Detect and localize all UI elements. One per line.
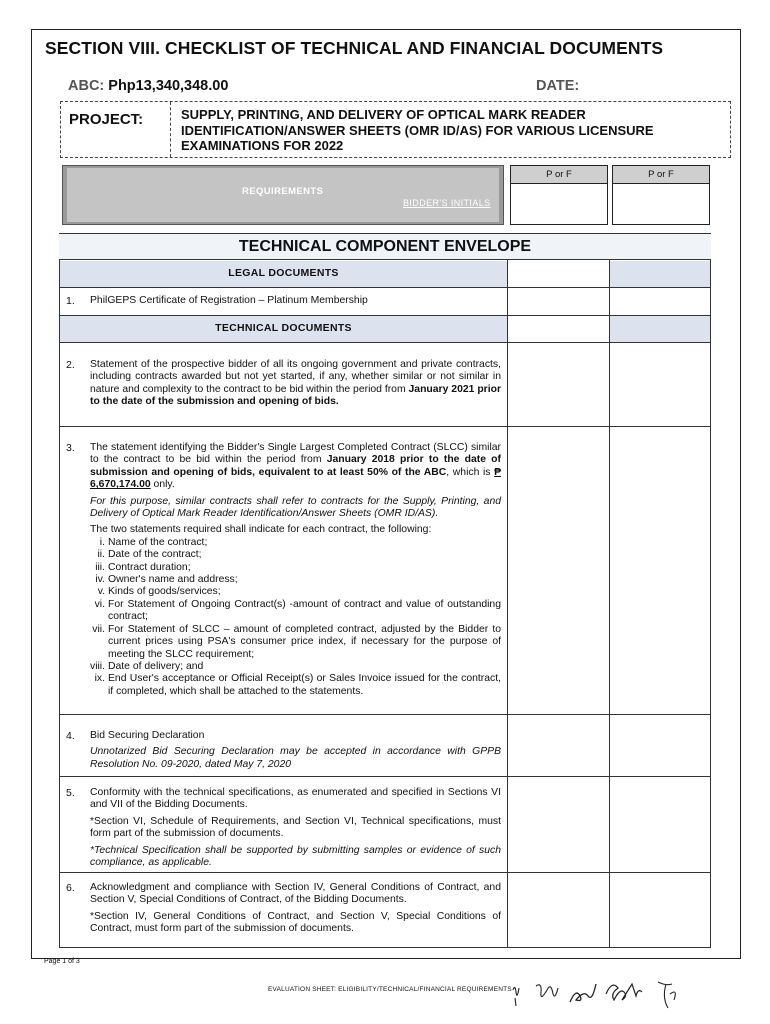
item-1-text bbox=[90, 295, 501, 307]
item-3-connector: , which is bbox=[446, 466, 495, 478]
technical-envelope-title: TECHNICAL COMPONENT ENVELOPE bbox=[59, 234, 711, 260]
list-item-text: For Statement of Ongoing Contract(s) -amount of contract and value of outstanding contract; bbox=[108, 598, 501, 623]
list-item bbox=[90, 574, 501, 586]
item-number: 4. bbox=[66, 730, 75, 742]
row-divider bbox=[59, 426, 711, 427]
list-item-text: Contract duration; bbox=[108, 561, 191, 573]
list-item-number: iv. bbox=[95, 574, 105, 586]
item-3-body: The statement identifying the Bidder's Single Largest Completed Contract (SLCC) similar to the contract to be bid within the period from bbox=[90, 442, 501, 466]
item-2-period: January 2021 prior to the date of the submission and opening of bids. bbox=[90, 383, 501, 408]
project-label: PROJECT: bbox=[61, 102, 171, 157]
item-2-text bbox=[90, 359, 501, 409]
project-box bbox=[60, 101, 731, 158]
list-item-text: Date of delivery; and bbox=[108, 660, 204, 672]
list-item-number: ix. bbox=[94, 673, 105, 685]
item-number: 5. bbox=[66, 787, 75, 799]
list-item bbox=[90, 586, 501, 598]
page-number: Page 1 of 3 bbox=[44, 958, 80, 965]
technical-row-shade-pf bbox=[610, 316, 710, 342]
item-5-body: Conformity with the technical specifications, as enumerated and specified in Sections VI and VII of the Bidding Documents. bbox=[90, 787, 501, 811]
pass-fail-column-1 bbox=[510, 165, 608, 225]
row-divider bbox=[59, 342, 711, 343]
item-number: 3. bbox=[66, 442, 75, 454]
item-3-list bbox=[90, 537, 501, 698]
column-divider-2 bbox=[609, 260, 610, 948]
list-item bbox=[90, 549, 501, 561]
row-divider bbox=[59, 287, 711, 288]
list-item-text: For Statement of SLCC – amount of completed contract, adjusted by the Bidder to current prices using PSA's consumer price index, if necessary for the purpose of meeting the SLCC requirement; bbox=[108, 623, 501, 660]
item-3-period: January 2018 prior to the date of submission and opening of bids, equivalent to at least 50% of the ABC bbox=[90, 454, 501, 478]
list-item-number: vi. bbox=[94, 598, 105, 610]
list-item-number: vii. bbox=[92, 623, 105, 635]
item-5-text bbox=[90, 787, 501, 873]
item-3-suffix: only. bbox=[150, 479, 175, 491]
pass-fail-header-1: P or F bbox=[511, 166, 607, 184]
bidders-initials-label: BIDDER'S INITIALS bbox=[403, 198, 491, 208]
list-item-number: ii. bbox=[97, 549, 105, 561]
item-number: 1. bbox=[66, 295, 75, 307]
row-divider bbox=[59, 776, 711, 777]
legal-documents-label: LEGAL DOCUMENTS bbox=[228, 267, 339, 279]
abc-label: ABC: bbox=[68, 78, 105, 94]
row-divider bbox=[59, 714, 711, 715]
abc-line bbox=[68, 78, 228, 94]
legal-row-shade-pf bbox=[610, 261, 710, 287]
item-3-amount: ₱ 6,670,174.00 bbox=[90, 466, 501, 491]
item-1-body: PhilGEPS Certificate of Registration – Platinum Membership bbox=[90, 295, 368, 306]
item-6-body: Acknowledgment and compliance with Section IV, General Conditions of Contract, and Section V, Special Conditions of Contract, of the Bidding Documents. bbox=[90, 882, 501, 906]
item-3-intro: The two statements required shall indicate for each contract, the following: bbox=[90, 524, 432, 536]
list-item bbox=[90, 562, 501, 574]
requirements-label: REQUIREMENTS bbox=[242, 186, 324, 197]
list-item-text: Kinds of goods/services; bbox=[108, 586, 221, 598]
item-5-requirement: *Section VI, Schedule of Requirements, and Section VI, Technical specifications, must form part of the submission of documents. bbox=[90, 815, 501, 840]
item-4-body: Bid Securing Declaration bbox=[90, 730, 205, 741]
item-3-note: For this purpose, similar contracts shall refer to contracts for the Supply, Printing, and Delivery of Optical Mark Reader Identification/Answer Sheets (OMR ID/AS). bbox=[90, 495, 501, 520]
list-item-number: v. bbox=[97, 586, 105, 598]
requirements-header bbox=[62, 165, 504, 225]
list-item-text: Name of the contract; bbox=[108, 536, 208, 548]
page-title: SECTION VIII. CHECKLIST OF TECHNICAL AND FINANCIAL DOCUMENTS bbox=[45, 38, 664, 58]
list-item-text: Date of the contract; bbox=[108, 549, 202, 561]
technical-documents-label: TECHNICAL DOCUMENTS bbox=[215, 322, 352, 334]
list-item-number: iii. bbox=[95, 561, 105, 573]
item-4-text bbox=[90, 730, 501, 775]
pass-fail-column-2 bbox=[612, 165, 710, 225]
item-6-text bbox=[90, 882, 501, 940]
list-item bbox=[90, 673, 501, 698]
item-number: 6. bbox=[66, 882, 75, 894]
date-label: DATE: bbox=[536, 78, 580, 94]
list-item bbox=[90, 624, 501, 661]
item-6-requirement: *Section IV, General Conditions of Contract, and Section V, Special Conditions of Contract, must form part of the submission of documents. bbox=[90, 910, 501, 935]
list-item bbox=[90, 661, 501, 673]
list-item bbox=[90, 599, 501, 624]
list-item-number: i. bbox=[99, 536, 105, 548]
project-text: SUPPLY, PRINTING, AND DELIVERY OF OPTICAL MARK READER IDENTIFICATION/ANSWER SHEETS (OMR ID/AS) FOR VARIOUS LICENSURE EXAMINATIONS FOR 2022 bbox=[181, 107, 654, 153]
item-5-note: *Technical Specification shall be supported by submitting samples or evidence of such compliance, as applicable. bbox=[90, 844, 501, 869]
item-3-text bbox=[90, 442, 501, 698]
list-item-text: End User's acceptance or Official Receipt(s) or Sales Invoice issued for the contract, if completed, which shall be attached to the statements. bbox=[108, 673, 501, 697]
item-number: 2. bbox=[66, 359, 75, 371]
list-item-text: Owner's name and address; bbox=[108, 574, 238, 586]
column-divider-1 bbox=[507, 260, 508, 948]
requirements-header-inner bbox=[67, 168, 499, 222]
pass-fail-header-2: P or F bbox=[613, 166, 709, 184]
row-divider bbox=[59, 315, 711, 316]
footer-sheet-label: EVALUATION SHEET: ELIGIBILITY/TECHNICAL/FINANCIAL REQUIREMENTS bbox=[268, 986, 512, 993]
item-2-body: Statement of the prospective bidder of all its ongoing government and private contracts, including contracts awarded but not yet started, if any, whether similar or not similar in nature and complexity to the contract to be bid within the period from bbox=[90, 359, 501, 395]
initials-signatures bbox=[508, 972, 698, 1012]
abc-value: Php13,340,348.00 bbox=[108, 78, 229, 94]
list-item-number: viii. bbox=[90, 660, 106, 672]
list-item bbox=[90, 537, 501, 549]
item-4-note: Unnotarized Bid Securing Declaration may be accepted in accordance with GPPB Resolution No. 09-2020, dated May 7, 2020 bbox=[90, 746, 501, 770]
